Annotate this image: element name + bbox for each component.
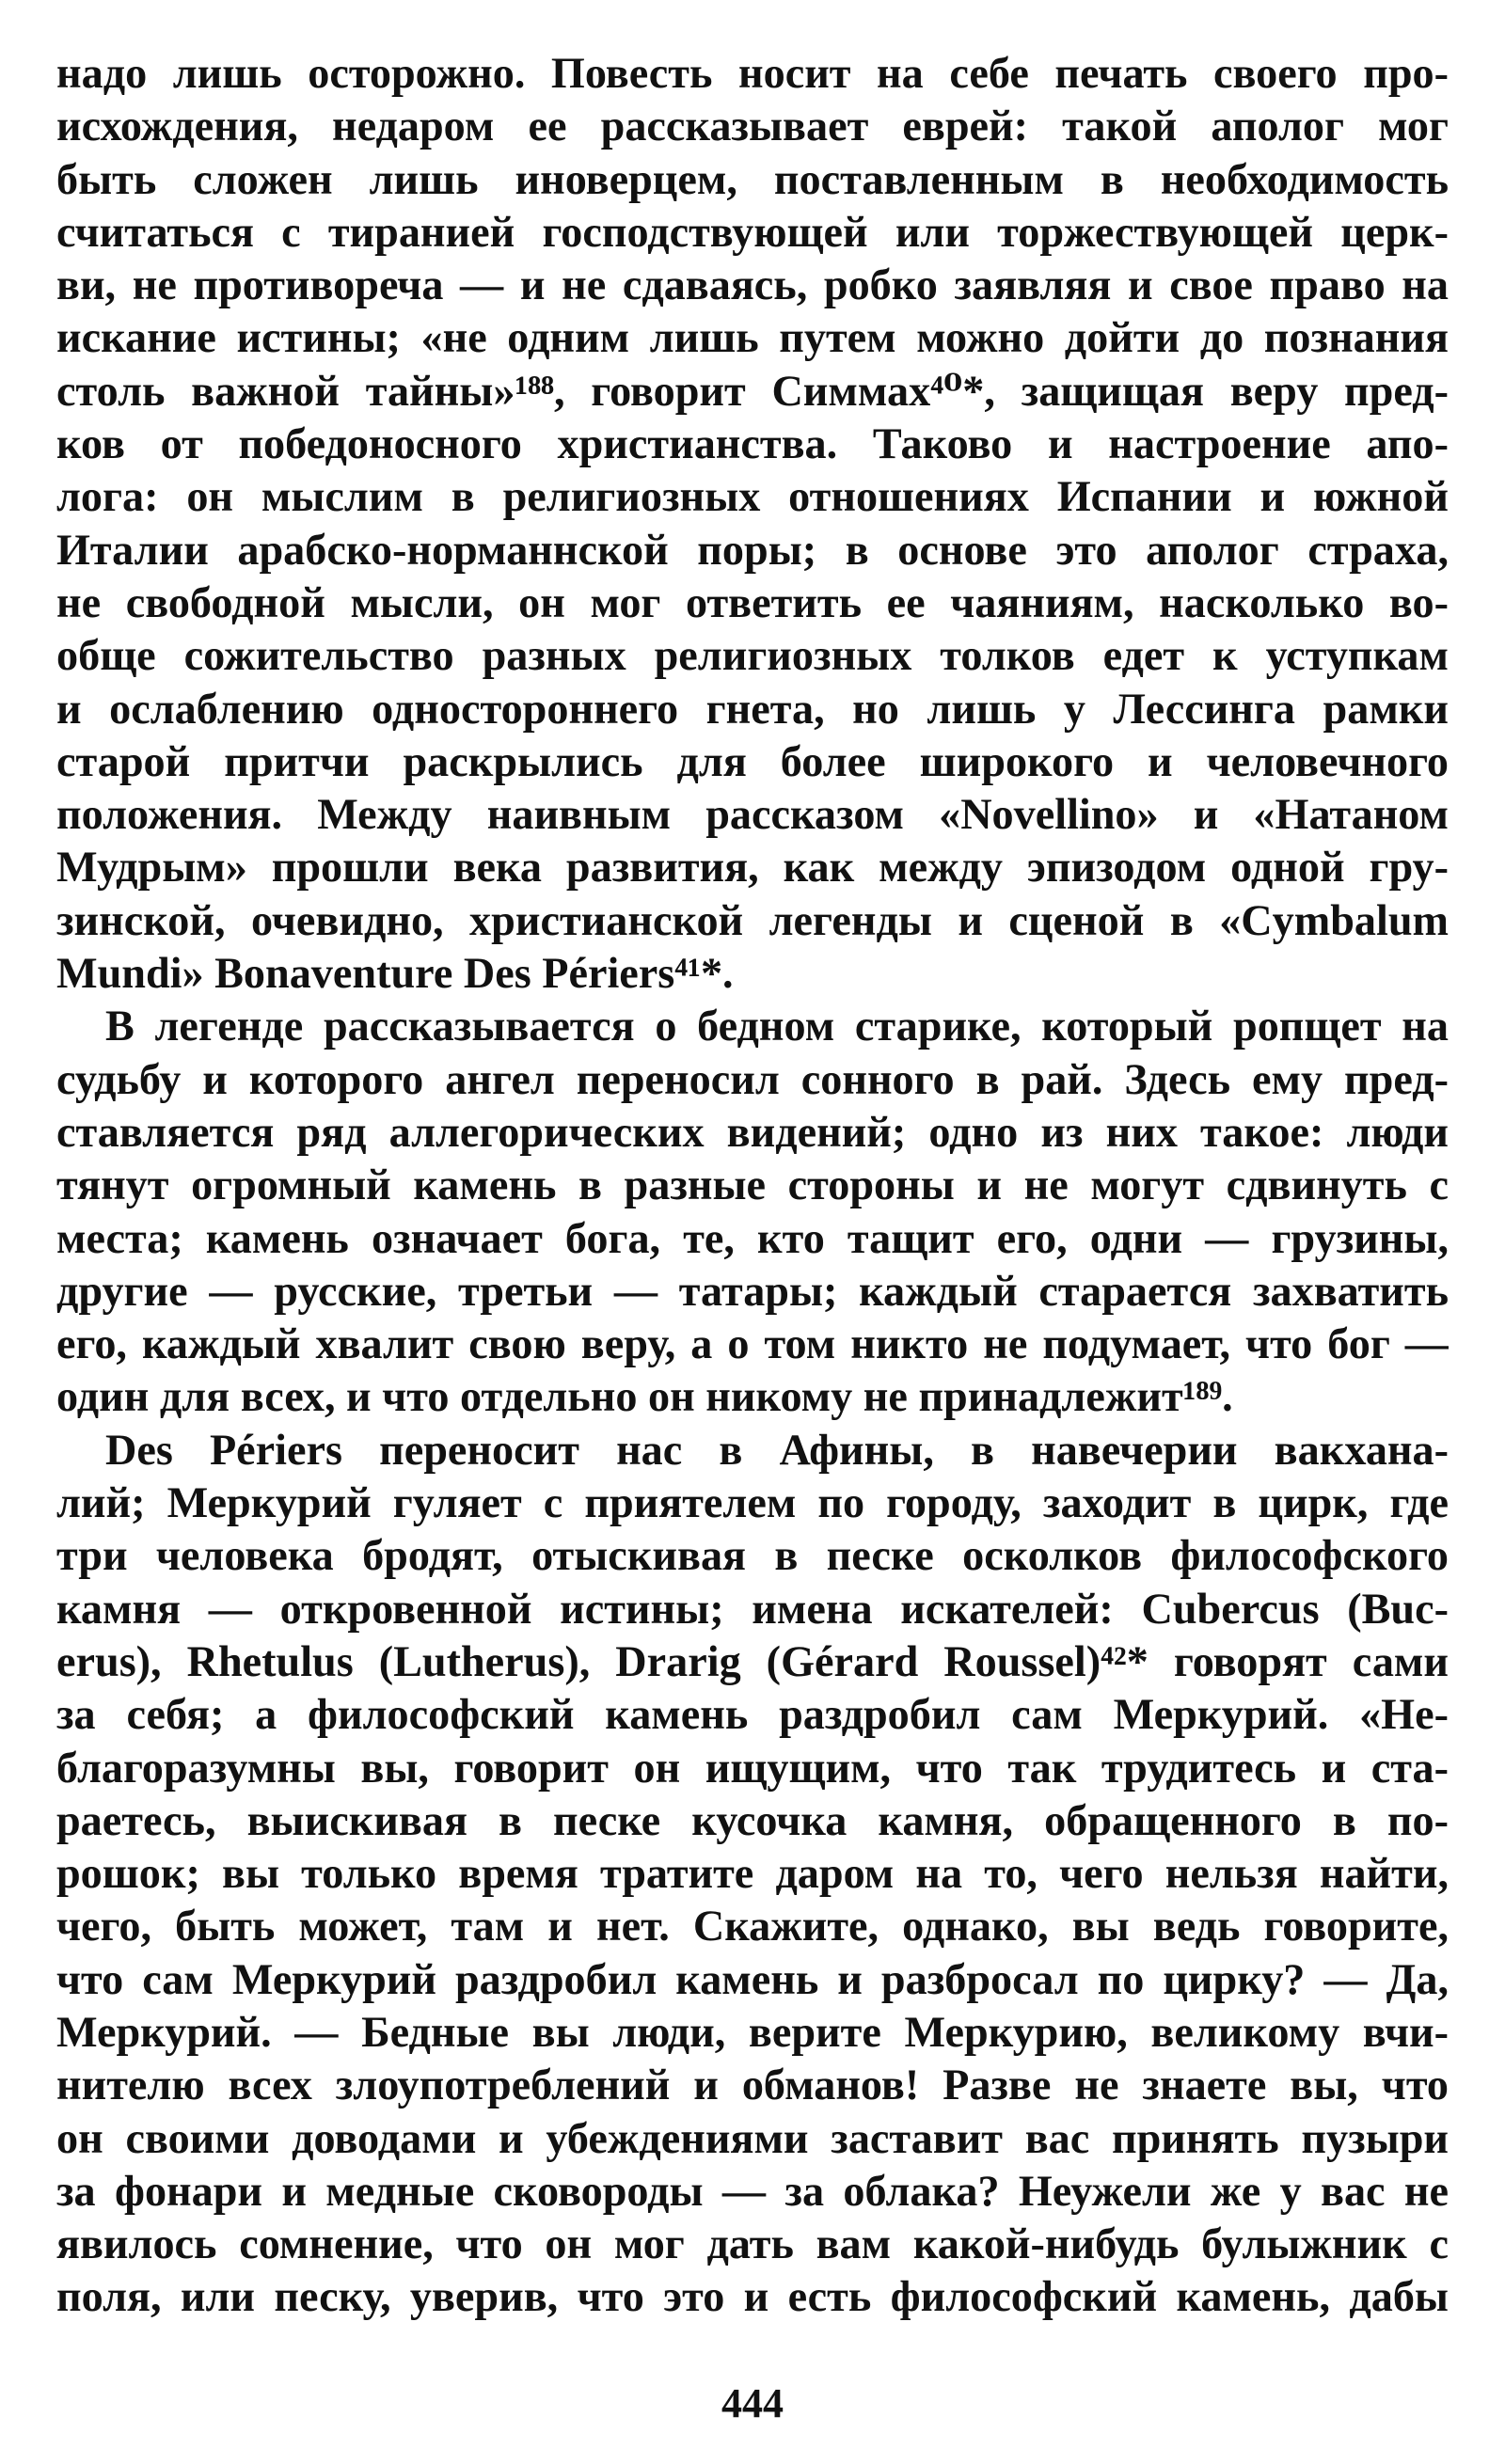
text-line: ви, не противореча — и не сдаваясь, робко заявляя и свое право на <box>56 261 1449 309</box>
text-line: рошок; вы только время тратите даром на то, чего нельзя найти, <box>56 1849 1449 1898</box>
text-line: благоразумны вы, говорит он ищущим, что так трудитесь и ста- <box>56 1743 1449 1792</box>
text-line: Мудрым» прошли века развития, как между эпизодом одной гру- <box>56 843 1449 892</box>
text-line: судьбу и которого ангел переносил сонного в рай. Здесь ему пред- <box>56 1054 1449 1103</box>
text-line: Италии арабско-норманнской поры; в основе это аполог страха, <box>56 525 1449 574</box>
page-body <box>56 47 1449 2324</box>
text-line: Меркурий. — Бедные вы люди, верите Меркурию, великому вчи- <box>56 2007 1449 2056</box>
text-line: надо лишь осторожно. Повесть носит на себе печать своего про- <box>56 49 1449 97</box>
text-line: его, каждый хвалит свою веру, а о том никто не подумает, что бог — <box>56 1319 1449 1368</box>
text-line: за себя; а философский камень раздробил сам Меркурий. «Не- <box>56 1690 1449 1739</box>
text-line: erus), Rhetulus (Lutherus), Drarig (Gérard Roussel)⁴²* говорят сами <box>56 1636 1449 1685</box>
text-line: ставляется ряд аллегорических видений; одно из них такое: люди <box>56 1107 1449 1156</box>
text-line: не свободной мысли, он мог ответить ее чаяниям, насколько во- <box>56 577 1449 626</box>
text-line: положения. Между наивным рассказом «Novellino» и «Натаном <box>56 790 1449 839</box>
text-line: Mundi» Bonaventure Des Périers⁴¹*. <box>56 949 734 998</box>
text-line: тянут огромный камень в разные стороны и не могут сдвинуть с <box>56 1161 1449 1209</box>
page-number: 444 <box>721 2380 784 2426</box>
text-line: камня — откровенной истины; имена искателей: Cubercus (Buc- <box>56 1584 1449 1633</box>
text-line: В легенде рассказывается о бедном старике, который ропщет на <box>105 1002 1449 1050</box>
text-line: столь важной тайны»¹⁸⁸, говорит Симмах⁴⁰*, защищая веру пред- <box>56 366 1449 415</box>
text-line: раетесь, выискивая в песке кусочка камня, обращенного в по- <box>56 1795 1449 1844</box>
text-line: один для всех, и что отдельно он никому не принадлежит¹⁸⁹. <box>56 1372 1233 1421</box>
text-line: три человека бродят, отыскивая в песке осколков философского <box>56 1531 1449 1580</box>
text-line: нителю всех злоупотреблений и обманов! Разве не знаете вы, что <box>56 2061 1449 2109</box>
text-line: он своими доводами и убеждениями заставит вас принять пузыри <box>56 2113 1449 2162</box>
text-line: поля, или песку, уверив, что это и есть философский камень, дабы <box>56 2272 1449 2321</box>
text-line: Des Périers переносит нас в Афины, в навечерии вакхана- <box>105 1425 1449 1474</box>
text-line: быть сложен лишь иноверцем, поставленным в необходимость <box>56 154 1449 203</box>
text-line: старой притчи раскрылись для более широкого и человечного <box>56 736 1449 785</box>
text-line: чего, быть может, там и нет. Скажите, однако, вы ведь говорите, <box>56 1902 1449 1951</box>
text-line: лога: он мыслим в религиозных отношениях Испании и южной <box>56 472 1449 521</box>
text-line: что сам Меркурий раздробил камень и разбросал по цирку? — Да, <box>56 1954 1449 2003</box>
text-line: за фонари и медные сковороды — за облака? Неужели же у вас не <box>56 2166 1449 2215</box>
text-line: ков от победоносного христианства. Таково и настроение апо- <box>56 419 1449 468</box>
text-line: исхождения, недаром ее рассказывает еврей: такой аполог мог <box>56 102 1449 150</box>
text-line: зинской, очевидно, христианской легенды и сценой в «Cymbalum <box>56 895 1449 944</box>
paragraph <box>56 47 1449 1000</box>
text-line: искание истины; «не одним лишь путем можно дойти до познания <box>56 313 1449 362</box>
text-line: места; камень означает бога, те, кто тащит его, одни — грузины, <box>56 1213 1449 1262</box>
paragraph <box>56 1000 1449 1423</box>
text-line: обще сожительство разных религиозных толков едет к уступкам <box>56 631 1449 680</box>
text-line: считаться с тиранией господствующей или торжествующей церк- <box>56 207 1449 256</box>
paragraph <box>56 1424 1449 2324</box>
text-line: и ослаблению одностороннего гнета, но лишь у Лессинга рамки <box>56 684 1449 733</box>
text-line: лий; Меркурий гуляет с приятелем по городу, заходит в цирк, где <box>56 1478 1449 1527</box>
text-line: другие — русские, третьи — татары; каждый старается захватить <box>56 1266 1449 1315</box>
text-line: явилось сомнение, что он мог дать вам какой-нибудь булыжник с <box>56 2219 1449 2268</box>
